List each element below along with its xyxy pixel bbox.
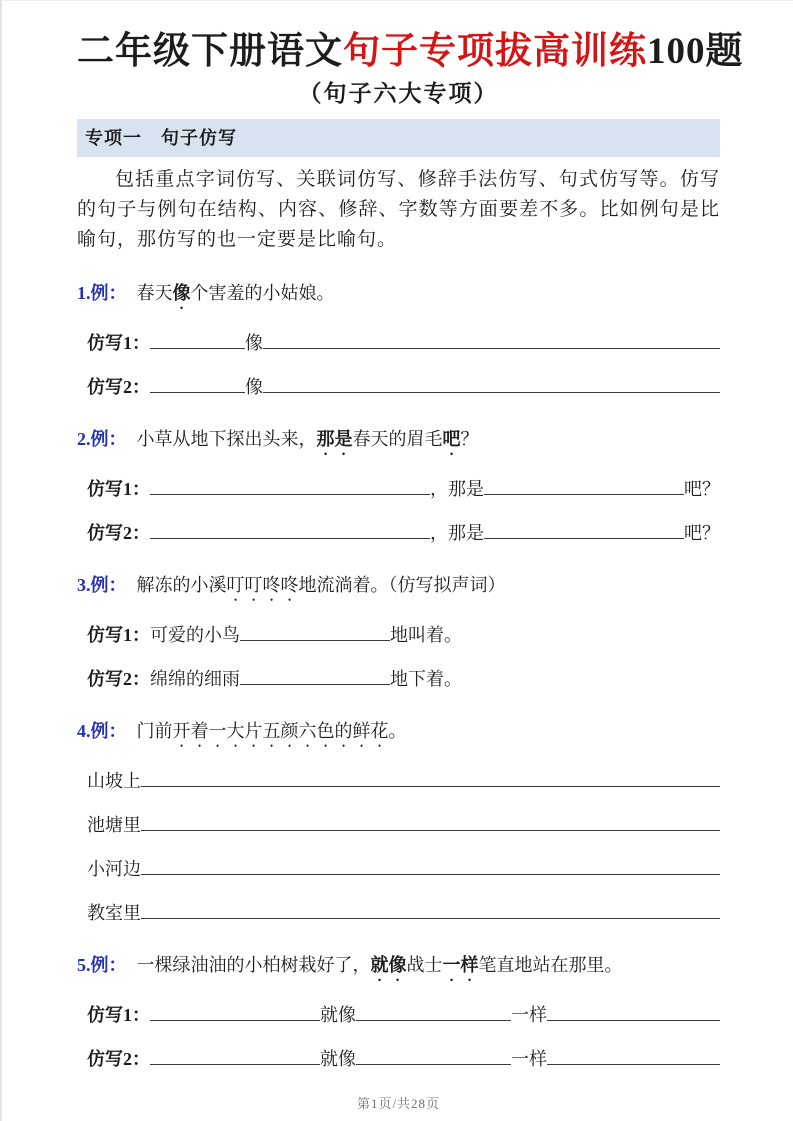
title-part-black-1: 二年级下册语文: [77, 31, 343, 72]
title-part-black-2: 100题: [647, 31, 744, 72]
line-text: 吧？: [684, 522, 720, 543]
exercise-item: [77, 951, 720, 1073]
line-text: 仿写2：: [87, 668, 150, 689]
example-sentence: [77, 571, 720, 605]
title-part-red: 句子专项拔高训练: [343, 31, 647, 72]
answer-blank: [141, 783, 720, 787]
line-text: 仿写1：: [87, 1004, 150, 1025]
text-segment: 叮叮咚咚: [226, 574, 299, 595]
intro-paragraph: 包括重点字词仿写、关联词仿写、修辞手法仿写、句式仿写等。仿写的句子与例句在结构、内容、修辞、字数等方面要差不多。比如例句是比喻句，那仿写的也一定要是比喻句。: [77, 168, 720, 250]
text-segment: 春天的眉毛: [352, 428, 443, 449]
section-header: 专项一 句子仿写: [77, 119, 720, 157]
line-text: 仿写1：: [87, 624, 150, 645]
answer-blank: [141, 915, 720, 919]
answer-blank: [484, 491, 684, 495]
line-text: 小河边: [87, 858, 141, 879]
page-title: [77, 27, 744, 77]
answer-blank: [356, 1061, 511, 1065]
line-text: 像: [245, 376, 263, 397]
text-segment: 门前: [136, 720, 173, 741]
line-text: 就像: [320, 1048, 356, 1069]
answer-blank: [484, 535, 684, 539]
answer-blank: [150, 1061, 320, 1065]
text-segment: 笔直地站在那里。: [478, 954, 623, 975]
text-segment: 地流淌着。（仿写拟声词）: [298, 574, 506, 595]
answer-blank: [240, 637, 390, 641]
text-segment: 春天: [136, 282, 173, 303]
line-text: 就像: [320, 1004, 356, 1025]
text-segment: 就像: [370, 954, 407, 975]
fill-line: [87, 855, 720, 883]
example-sentence: [77, 425, 720, 459]
text-segment: 那是: [316, 428, 353, 449]
line-text: 池塘里: [87, 814, 141, 835]
answer-blank: [150, 491, 430, 495]
item-number: 1.例：: [77, 282, 127, 303]
fill-line: [87, 475, 720, 503]
answer-blank: [263, 389, 720, 393]
fill-line: [87, 621, 720, 649]
answer-blank: [547, 1017, 720, 1021]
item-number: 3.例：: [77, 574, 127, 595]
example-sentence: [77, 951, 720, 985]
line-text: 绵绵的细雨: [150, 668, 240, 689]
line-text: 仿写1：: [87, 332, 150, 353]
line-text: 可爱的小鸟: [150, 624, 240, 645]
line-text: ，那是: [430, 522, 484, 543]
text-segment: 像: [172, 282, 191, 303]
answer-blank: [141, 871, 720, 875]
exercise-item: [77, 717, 720, 927]
text-segment: 开着一大片五颜六色的鲜花: [172, 720, 389, 741]
fill-line: [87, 373, 720, 401]
line-text: 仿写2：: [87, 376, 150, 397]
line-text: 山坡上: [87, 770, 141, 791]
line-text: 吧？: [684, 478, 720, 499]
text-segment: 小草从地下探出头来，: [136, 428, 317, 449]
fill-line: [87, 1045, 720, 1073]
answer-blank: [356, 1017, 511, 1021]
line-text: 教室里: [87, 902, 141, 923]
text-segment: 一棵绿油油的小柏树栽好了，: [136, 954, 371, 975]
example-sentence: [77, 717, 720, 751]
fill-line: [87, 899, 720, 927]
line-text: 一样: [511, 1048, 547, 1069]
line-text: 仿写2：: [87, 522, 150, 543]
text-segment: 。: [388, 720, 407, 741]
worksheet-page: [2, 1, 793, 1112]
text-segment: ？: [460, 428, 479, 449]
answer-blank: [150, 535, 430, 539]
answer-blank: [150, 1017, 320, 1021]
fill-line: [87, 329, 720, 357]
page-subtitle: （句子六大专项）: [298, 80, 499, 106]
items-container: [77, 279, 720, 1073]
item-number: 5.例：: [77, 954, 127, 975]
fill-line: [87, 811, 720, 839]
line-text: 地叫着。: [390, 624, 462, 645]
text-segment: 吧: [442, 428, 461, 449]
fill-line: [87, 665, 720, 693]
exercise-item: [77, 571, 720, 693]
fill-line: [87, 767, 720, 795]
line-text: 一样: [511, 1004, 547, 1025]
exercise-item: [77, 425, 720, 547]
line-text: 地下着。: [390, 668, 462, 689]
answer-blank: [150, 345, 245, 349]
answer-blank: [240, 681, 390, 685]
answer-blank: [141, 827, 720, 831]
answer-blank: [263, 345, 720, 349]
line-text: 像: [245, 332, 263, 353]
item-number: 2.例：: [77, 428, 127, 449]
answer-blank: [150, 389, 245, 393]
page-number: 第1页/共28页: [356, 1095, 441, 1111]
text-segment: 个害羞的小姑娘。: [190, 282, 335, 303]
text-segment: 一样: [442, 954, 479, 975]
line-text: 仿写1：: [87, 478, 150, 499]
exercise-item: [77, 279, 720, 401]
fill-line: [87, 519, 720, 547]
text-segment: 战士: [406, 954, 443, 975]
item-number: 4.例：: [77, 720, 127, 741]
answer-blank: [547, 1061, 720, 1065]
line-text: ，那是: [430, 478, 484, 499]
line-text: 仿写2：: [87, 1048, 150, 1069]
text-segment: 解冻的小溪: [136, 574, 227, 595]
fill-line: [87, 1001, 720, 1029]
example-sentence: [77, 279, 720, 313]
